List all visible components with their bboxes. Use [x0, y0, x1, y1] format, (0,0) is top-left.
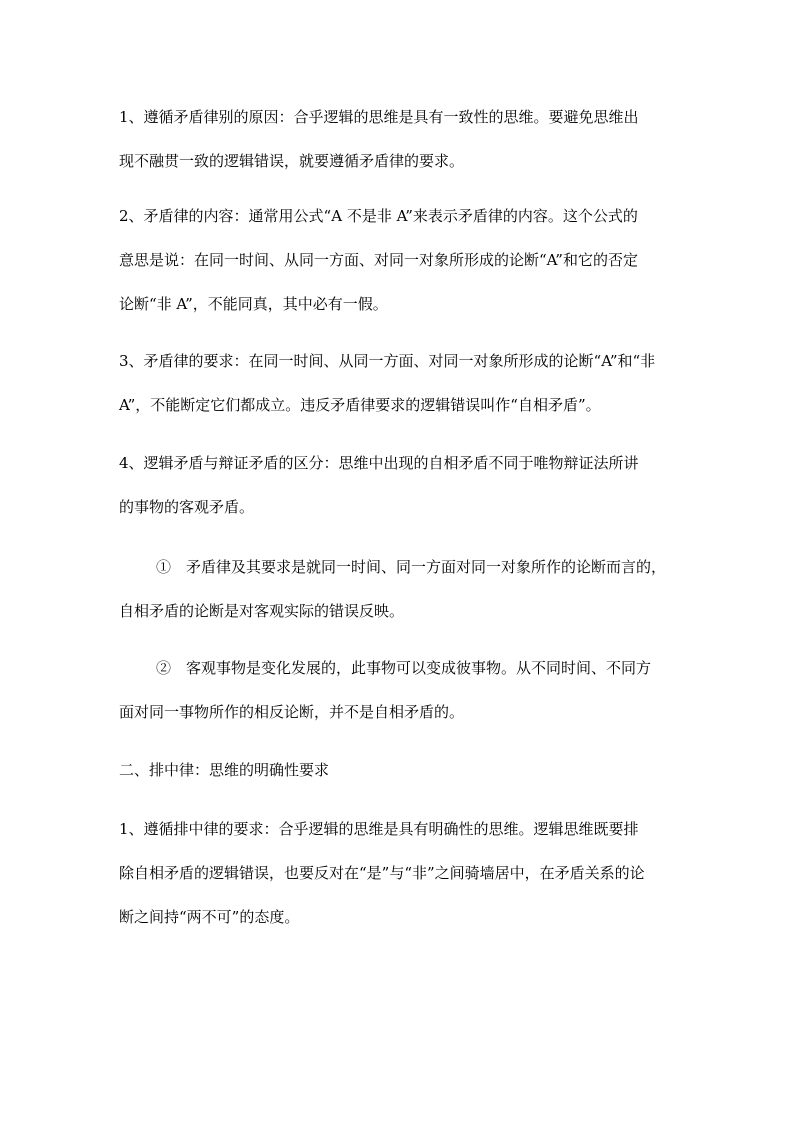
text-line: 自相矛盾的论断是对客观实际的错误反映。	[119, 602, 405, 620]
text-line: 2、矛盾律的内容：通常用公式“A 不是非 A”来表示矛盾律的内容。这个公式的	[119, 207, 638, 225]
text-line: 1、遵循排中律的要求：合乎逻辑的思维是具有明确性的思维。逻辑思维既要排	[119, 820, 639, 838]
paragraph-contradiction-content	[119, 206, 679, 315]
paragraph-contradiction-requirement	[119, 351, 679, 416]
text-line: 的事物的客观矛盾。	[119, 498, 255, 516]
text-line: 断之间持“两不可”的态度。	[119, 908, 300, 926]
section-heading-excluded-middle	[119, 760, 679, 781]
text-line: 1、遵循矛盾律别的原因：合乎逻辑的思维是具有一致性的思维。要避免思维出	[119, 108, 639, 126]
text-line: A”，不能断定它们都成立。违反矛盾律要求的逻辑错误叫作“自相矛盾”。	[119, 396, 601, 414]
text-line: 3、矛盾律的要求：在同一时间、从同一方面、对同一对象所形成的论断“A”和“非	[119, 352, 656, 370]
paragraph-point-one	[119, 557, 679, 622]
text-line: 面对同一事物所作的相反论断，并不是自相矛盾的。	[119, 703, 465, 721]
text-line: 现不融贯一致的逻辑错误，就要遵循矛盾律的要求。	[119, 152, 465, 170]
paragraph-contradiction-distinction	[119, 453, 679, 518]
paragraph-excluded-middle-requirement	[119, 819, 679, 928]
section-heading: 二、排中律：思维的明确性要求	[119, 761, 330, 779]
text-line: 论断“非 A”，不能同真，其中必有一假。	[119, 295, 388, 313]
paragraph-contradiction-reason	[119, 107, 679, 172]
text-line: ① 矛盾律及其要求是就同一时间、同一方面对同一对象所作的论断而言的，	[156, 558, 667, 576]
text-line: ② 客观事物是变化发展的，此事物可以变成彼事物。从不同时间、不同方	[156, 659, 652, 677]
paragraph-point-two	[119, 658, 679, 723]
text-line: 除自相矛盾的逻辑错误，也要反对在“是”与“非”之间骑墙居中，在矛盾关系的论	[119, 864, 645, 882]
text-line: 意思是说：在同一时间、从同一方面、对同一对象所形成的论断“A”和它的否定	[119, 251, 638, 269]
text-line: 4、逻辑矛盾与辩证矛盾的区分：思维中出现的自相矛盾不同于唯物辩证法所讲	[119, 454, 639, 472]
